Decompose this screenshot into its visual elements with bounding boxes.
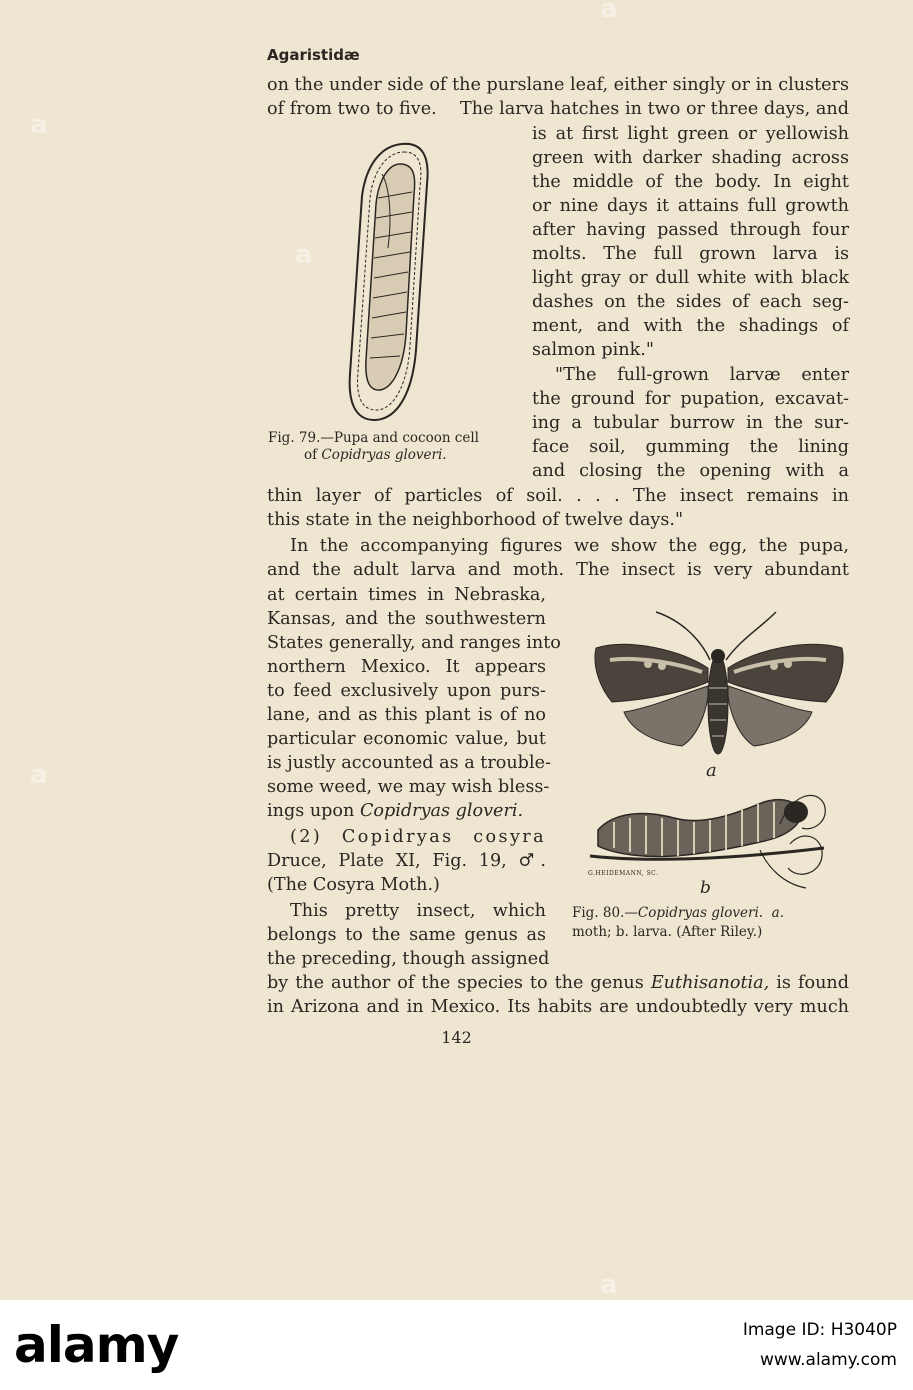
text-line: and closing the opening with a [532, 461, 849, 481]
pupa-cocoon-illustration [330, 138, 440, 428]
text-line: this state in the neighborhood of twelve days." [267, 510, 684, 530]
text-line: States generally, and ranges into [267, 633, 561, 653]
site-url: www.alamy.com [759, 1350, 897, 1370]
text-line: (The Cosyra Moth.) [267, 875, 440, 895]
text-line: The larva hatches in two or three days, and [460, 99, 849, 119]
text-line: is at first light green or yellowish [532, 124, 849, 144]
text-line: lane, and as this plant is of no [267, 705, 546, 725]
watermark-a-icon: a [600, 1270, 618, 1300]
text-fragment: ings upon [267, 801, 355, 821]
figure-79-caption-line2 [304, 447, 447, 464]
text-line: on the under side of the purslane leaf, either singly or in clusters [267, 75, 849, 95]
text-line: dashes on the sides of each seg- [532, 292, 849, 312]
brand-logo: alamy [14, 1316, 179, 1374]
species-name: Copidryas gloveri. [359, 801, 524, 821]
figure-80-label-b: b [700, 878, 711, 898]
text-line: Druce, Plate XI, Fig. 19, ♂. [267, 851, 546, 871]
species-heading: (2) Copidryas cosyra [290, 827, 546, 847]
text-line [267, 971, 849, 995]
text-line: at certain times in Nebraska, [267, 585, 546, 605]
watermark-a-icon: a [30, 760, 48, 790]
text-line: belongs to the same genus as [267, 925, 546, 945]
text-line: the ground for pupation, excavat- [532, 389, 849, 409]
figure-80-label-a: a [706, 760, 717, 781]
text-line: face soil, gumming the lining [532, 437, 849, 457]
figure-80-caption-line1 [572, 905, 784, 922]
text-fragment: is found [776, 973, 850, 993]
text-fragment: by the author of the species to the genus [267, 973, 644, 993]
watermark-a-icon: a [30, 110, 48, 140]
text-line: green with darker shading across [532, 148, 849, 168]
moth-illustration [590, 608, 848, 783]
text-line: after having passed through four [532, 220, 849, 240]
text-line: and the adult larva and moth. The insect is very abundant [267, 560, 849, 580]
caption-species: Copidryas gloveri. [637, 905, 764, 921]
text-line: or nine days it attains full growth [532, 196, 849, 216]
figure-80-caption-line2: moth; b. larva. (After Riley.) [572, 924, 763, 940]
figure-79-caption-line1: Fig. 79.—Pupa and cocoon cell [268, 430, 479, 446]
text-line: to feed exclusively upon purs- [267, 681, 546, 701]
caption-prefix: Fig. 80.— [572, 905, 638, 921]
text-line: northern Mexico. It appears [267, 657, 546, 677]
text-line: molts. The full grown larva is [532, 244, 849, 264]
image-id: Image ID: H3040P [742, 1320, 897, 1340]
caption-label-a: a. [771, 905, 784, 921]
engraver-credit: G.HEIDEMANN, SC. [588, 870, 659, 877]
caption-species: Copidryas gloveri. [321, 447, 447, 463]
text-line: This pretty insect, which [290, 901, 546, 921]
text-line: ing a tubular burrow in the sur- [532, 413, 849, 433]
text-line [267, 799, 523, 823]
text-line: light gray or dull white with black [532, 268, 849, 288]
text-line: thin layer of particles of soil. . . . The insect remains in [267, 486, 849, 506]
text-line: some weed, we may wish bless- [267, 777, 550, 797]
text-line: the preceding, though assigned [267, 949, 550, 969]
caption-prefix: of [304, 447, 318, 463]
text-line: In the accompanying figures we show the egg, the pupa, [290, 536, 849, 556]
text-line: salmon pink." [532, 340, 654, 360]
running-head: Agaristidæ [267, 46, 360, 64]
stock-footer [0, 1300, 913, 1390]
page-number: 142 [441, 1028, 472, 1047]
text-line: is justly accounted as a trouble- [267, 753, 551, 773]
text-line: particular economic value, but [267, 729, 546, 749]
text-line: "The full-grown larvæ enter [555, 365, 849, 385]
genus-name: Euthisanotia, [650, 973, 770, 993]
watermark-a-icon: a [295, 240, 313, 270]
text-line: the middle of the body. In eight [532, 172, 849, 192]
text-line: of from two to five. [267, 99, 437, 119]
text-line: in Arizona and in Mexico. Its habits are undoubtedly very much [267, 997, 849, 1017]
text-line: Kansas, and the southwestern [267, 609, 546, 629]
text-line: ment, and with the shadings of [532, 316, 849, 336]
watermark-a-icon: a [600, 0, 618, 24]
